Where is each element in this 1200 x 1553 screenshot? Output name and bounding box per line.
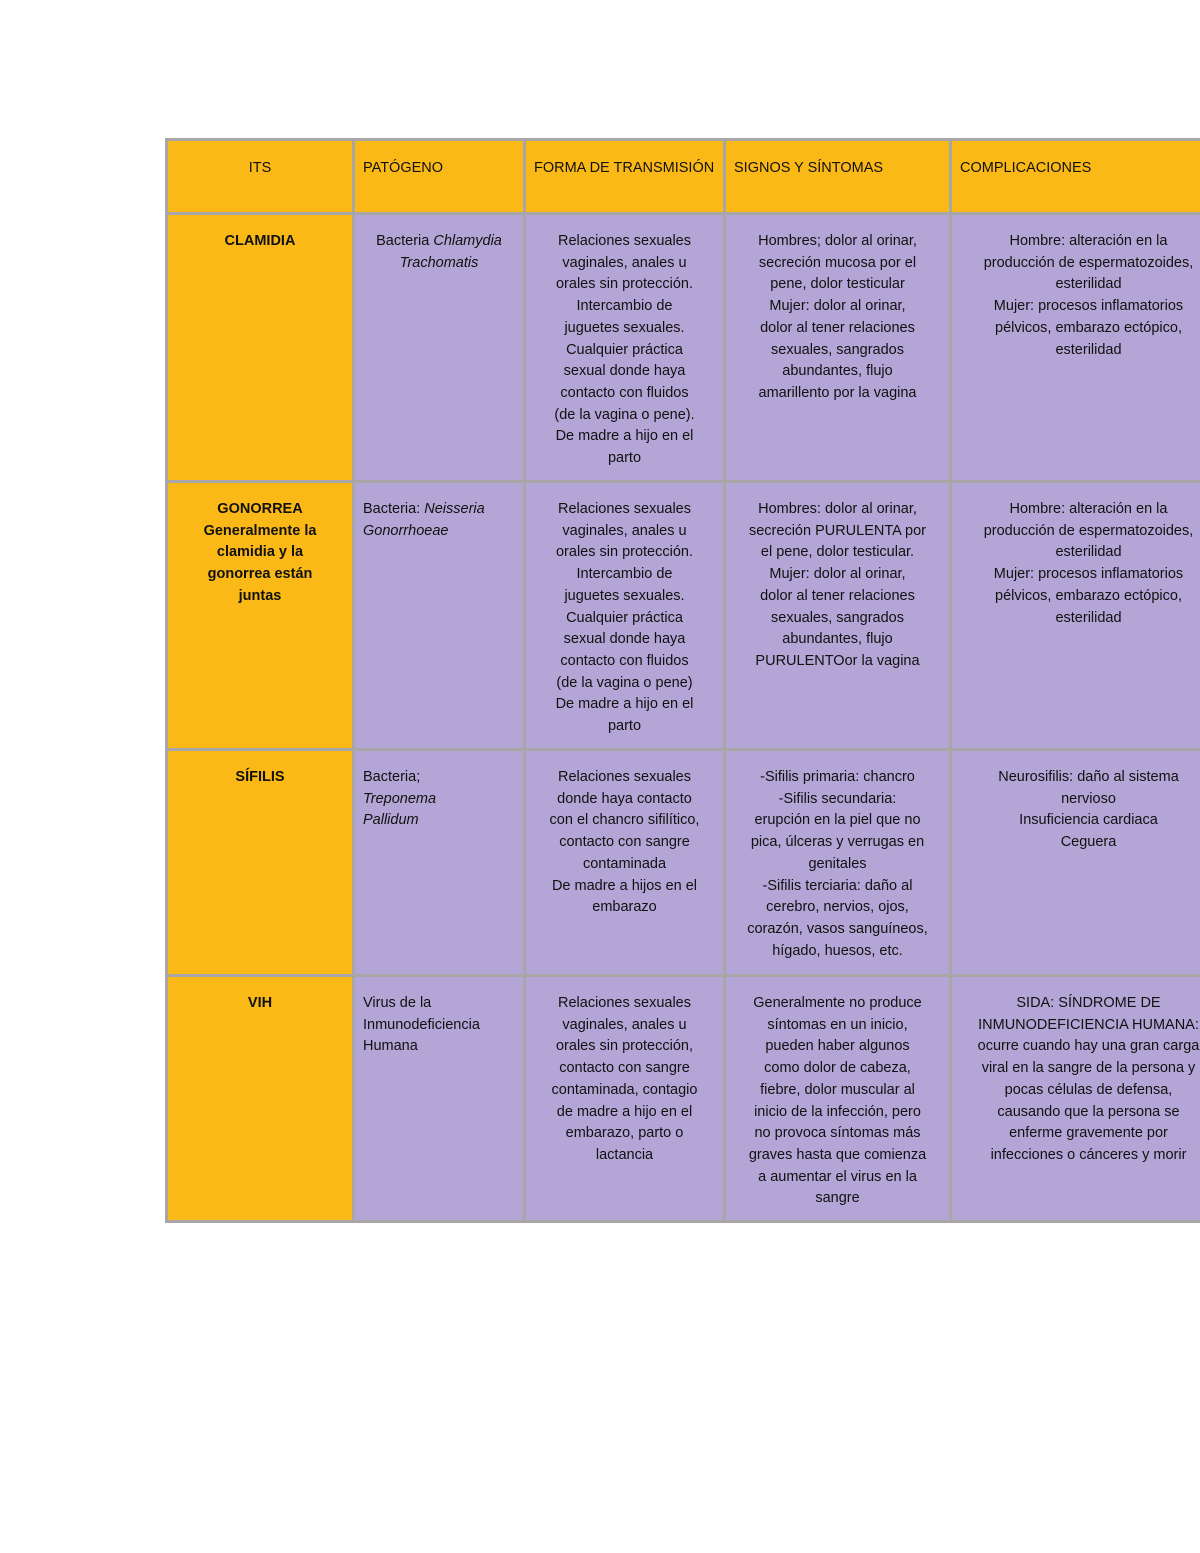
pathogen-species: Trachomatis <box>399 254 479 271</box>
header-symptoms: SIGNOS Y SÍNTOMAS <box>725 140 951 214</box>
text-line: sexual donde haya <box>563 631 686 648</box>
text-line: embarazo <box>592 899 657 916</box>
text-line: cerebro, nervios, ojos, <box>766 899 909 916</box>
text-line: contaminada <box>582 855 667 872</box>
text-line: dolor al tener relaciones <box>760 319 915 336</box>
text-line: esterilidad <box>1055 609 1122 626</box>
text-line: orales sin protección. <box>555 544 693 561</box>
header-complications: COMPLICACIONES <box>951 140 1200 214</box>
text-line: INMUNODEFICIENCIA HUMANA: <box>978 1016 1199 1033</box>
text-line: pica, úlceras y verrugas en <box>750 834 925 851</box>
text-line: juguetes sexuales. <box>564 319 685 336</box>
its-note: gonorrea están <box>207 566 313 583</box>
text-line: contacto con sangre <box>559 834 690 851</box>
its-table <box>165 138 1200 1223</box>
pathogen-prefix: Bacteria: <box>363 501 425 517</box>
pathogen-prefix: Bacteria <box>376 233 434 249</box>
its-name-cell <box>167 482 354 750</box>
pathogen-genus: Treponema <box>363 790 437 807</box>
text-line: Neurosifilis: daño al sistema <box>998 769 1179 785</box>
text-line: Hombres: dolor al orinar, <box>758 501 917 517</box>
text-line: Inmunodeficiencia <box>363 1016 480 1033</box>
table-row <box>167 976 1200 1222</box>
text-line: Intercambio de <box>576 566 673 583</box>
text-line: Relaciones sexuales <box>558 995 691 1011</box>
table-row <box>167 482 1200 750</box>
symptoms-cell <box>725 976 951 1222</box>
text-line: inicio de la infección, pero <box>754 1103 921 1120</box>
text-line: Generalmente no produce <box>753 995 922 1011</box>
its-note: clamidia y la <box>216 544 304 561</box>
text-line: -Sifilis primaria: chancro <box>760 769 915 785</box>
pathogen-species: Gonorrhoeae <box>363 522 449 539</box>
its-note: juntas <box>238 587 282 604</box>
text-line: Relaciones sexuales <box>558 233 691 249</box>
text-line: De madre a hijos en el <box>551 877 698 894</box>
pathogen-genus: Neisseria <box>424 501 485 517</box>
text-line: Relaciones sexuales <box>558 501 691 517</box>
text-line: abundantes, flujo <box>782 631 893 648</box>
text-line: genitales <box>808 855 867 872</box>
text-line: producción de espermatozoides, <box>983 254 1194 271</box>
text-line: el pene, dolor testicular. <box>760 544 915 561</box>
text-line: SIDA: SÍNDROME DE <box>1016 995 1161 1011</box>
transmission-cell <box>525 976 725 1222</box>
text-line: -Sifilis terciaria: daño al <box>762 877 913 894</box>
text-line: secreción PURULENTA por <box>748 522 927 539</box>
text-line: corazón, vasos sanguíneos, <box>747 920 928 937</box>
text-line: donde haya contacto <box>557 790 692 807</box>
text-line: (de la vagina o pene). <box>554 406 695 423</box>
table-row <box>167 750 1200 976</box>
its-name: GONORREA <box>217 501 303 517</box>
text-line: erupción en la piel que no <box>754 812 921 829</box>
text-line: Relaciones sexuales <box>558 769 691 785</box>
its-name-cell <box>167 750 354 976</box>
text-line: con el chancro sifilítico, <box>549 812 700 829</box>
pathogen-genus: Chlamydia <box>433 233 502 249</box>
text-line: no provoca síntomas más <box>754 1125 921 1142</box>
text-line: hígado, huesos, etc. <box>772 942 903 959</box>
its-name: VIH <box>247 995 273 1011</box>
its-name-cell <box>167 214 354 482</box>
its-note: Generalmente la <box>203 522 317 539</box>
text-line: pélvicos, embarazo ectópico, <box>995 319 1182 336</box>
text-line: como dolor de cabeza, <box>764 1060 911 1077</box>
text-line: orales sin protección, <box>555 1038 693 1055</box>
text-line: causando que la persona se <box>997 1103 1180 1120</box>
complications-cell <box>951 482 1200 750</box>
pathogen-cell <box>354 214 525 482</box>
text-line: parto <box>607 718 642 735</box>
text-line: pene, dolor testicular <box>770 276 905 293</box>
text-line: esterilidad <box>1055 276 1122 293</box>
transmission-cell <box>525 482 725 750</box>
text-line: parto <box>607 450 642 467</box>
text-line: pueden haber algunos <box>765 1038 910 1055</box>
text-line: -Sifilis secundaria: <box>778 790 897 807</box>
text-line: Hombre: alteración en la <box>1009 501 1168 517</box>
text-line: lactancia <box>595 1146 654 1163</box>
text-line: sexuales, sangrados <box>771 609 904 626</box>
text-line: síntomas en un inicio, <box>767 1016 908 1033</box>
text-line: contacto con sangre <box>559 1060 690 1077</box>
text-line: esterilidad <box>1055 544 1122 561</box>
text-line: Hombre: alteración en la <box>1009 233 1168 249</box>
text-line: Ceguera <box>1060 834 1117 851</box>
text-line: ocurre cuando hay una gran carga <box>977 1038 1200 1055</box>
text-line: De madre a hijo en el <box>555 428 694 445</box>
text-line: Mujer: dolor al orinar, <box>769 298 906 315</box>
text-line: Mujer: dolor al orinar, <box>769 566 906 583</box>
text-line: sexual donde haya <box>563 363 686 380</box>
text-line: Mujer: procesos inflamatorios <box>993 566 1184 583</box>
text-line: viral en la sangre de la persona y <box>981 1060 1196 1077</box>
text-line: vaginales, anales u <box>562 1016 687 1033</box>
text-line: juguetes sexuales. <box>564 587 685 604</box>
text-line: contacto con fluidos <box>560 652 689 669</box>
text-line: graves hasta que comienza <box>748 1146 927 1163</box>
text-line: esterilidad <box>1055 341 1122 358</box>
text-line: contaminada, contagio <box>551 1081 698 1098</box>
text-line: vaginales, anales u <box>562 522 687 539</box>
header-transmission: FORMA DE TRANSMISIÓN <box>525 140 725 214</box>
text-line: pélvicos, embarazo ectópico, <box>995 587 1182 604</box>
pathogen-cell <box>354 482 525 750</box>
symptoms-cell <box>725 750 951 976</box>
text-line: amarillento por la vagina <box>758 384 917 401</box>
text-line: fiebre, dolor muscular al <box>760 1081 915 1098</box>
complications-cell <box>951 214 1200 482</box>
text-line: Insuficiencia cardiaca <box>1019 812 1158 829</box>
its-name: SÍFILIS <box>235 769 285 785</box>
text-line: vaginales, anales u <box>562 254 687 271</box>
pathogen-cell <box>354 976 525 1222</box>
text-line: embarazo, parto o <box>565 1125 684 1142</box>
its-name-cell <box>167 976 354 1222</box>
text-line: De madre a hijo en el <box>555 696 694 713</box>
pathogen-prefix: Bacteria; <box>363 769 421 785</box>
text-line: Virus de la <box>363 995 432 1011</box>
symptoms-cell <box>725 482 951 750</box>
text-line: (de la vagina o pene) <box>556 674 693 691</box>
text-line: a aumentar el virus en la <box>758 1168 917 1185</box>
transmission-cell <box>525 750 725 976</box>
header-its: ITS <box>167 140 354 214</box>
text-line: Hombres; dolor al orinar, <box>758 233 917 249</box>
text-line: producción de espermatozoides, <box>983 522 1194 539</box>
text-line: de madre a hijo en el <box>556 1103 693 1120</box>
pathogen-cell <box>354 750 525 976</box>
symptoms-cell <box>725 214 951 482</box>
text-line: secreción mucosa por el <box>758 254 917 271</box>
text-line: sangre <box>815 1190 860 1207</box>
header-row <box>167 140 1200 214</box>
complications-cell <box>951 976 1200 1222</box>
text-line: abundantes, flujo <box>782 363 893 380</box>
text-line: PURULENTOor la vagina <box>755 652 920 669</box>
text-line: Intercambio de <box>576 298 673 315</box>
table-row <box>167 214 1200 482</box>
text-line: Humana <box>363 1038 418 1055</box>
complications-cell <box>951 750 1200 976</box>
text-line: contacto con fluidos <box>560 384 689 401</box>
header-pathogen: PATÓGENO <box>354 140 525 214</box>
text-line: Cualquier práctica <box>566 341 683 358</box>
text-line: Cualquier práctica <box>566 609 683 626</box>
text-line: nervioso <box>1061 790 1116 807</box>
text-line: orales sin protección. <box>555 276 693 293</box>
pathogen-species: Pallidum <box>363 812 419 829</box>
text-line: sexuales, sangrados <box>771 341 904 358</box>
text-line: pocas células de defensa, <box>1004 1081 1173 1098</box>
text-line: dolor al tener relaciones <box>760 587 915 604</box>
text-line: infecciones o cánceres y morir <box>990 1146 1187 1163</box>
transmission-cell <box>525 214 725 482</box>
text-line: enferme gravemente por <box>1009 1125 1168 1142</box>
text-line: Mujer: procesos inflamatorios <box>993 298 1184 315</box>
its-name: CLAMIDIA <box>224 233 296 249</box>
